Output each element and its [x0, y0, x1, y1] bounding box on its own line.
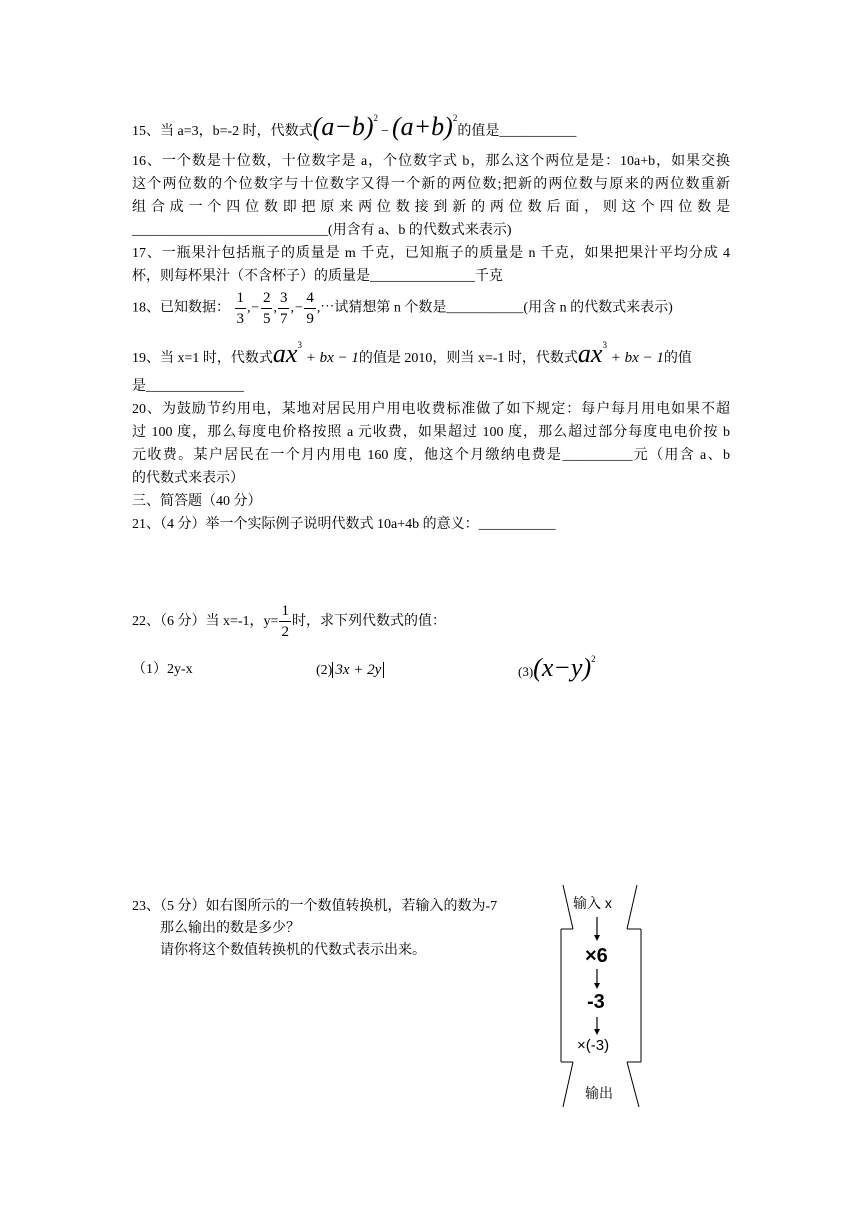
q19-exp-2: 3 [602, 340, 607, 350]
q15-suffix: 的值是___________ [457, 124, 577, 139]
q15-exp2: 2 [452, 113, 458, 123]
machine-op-multiply-6: ×6 [585, 945, 608, 967]
q22-part-3 [518, 652, 596, 689]
conversion-machine-diagram [555, 885, 655, 1115]
arrow-down-icon [594, 1017, 600, 1035]
q15-expr-b: (a+b) [391, 112, 453, 141]
q19-line-2: 是______________ [132, 379, 244, 394]
machine-op-multiply-neg-3: ×(-3) [577, 1037, 610, 1054]
q16-line-1: 16、一个数是十位数，十位数字是 a，个位数字式 b，那么这个两位是是：10a+b，如果交换 [132, 154, 730, 169]
q18-suffix: ,⋯试猜想第 n 个数是___________(用含 n 的代数式来表示) [316, 300, 673, 316]
q20-line-2: 过 100 度，那么每度电价格按照 a 元收费，如果超过 100 度，那么超过部分每度电电价按 b [132, 425, 730, 440]
q23-line-2: 那么输出的数是多少？ [160, 921, 300, 936]
question-18: 18、已知数据： $\frac{1}{3}$ ,− $\frac{2}{5}$ , $\frac{3}{7}$ ,− $\frac{4}{9}$ ,⋯试猜想第 n 个数是___________(用含 n 的代数式来表示) [132, 290, 673, 327]
q22-part-3-expr: (x−y) [533, 653, 592, 682]
machine-op-minus-3: -3 [587, 991, 605, 1013]
q18-fraction-1: $\frac{1}{3}$ [236, 290, 244, 327]
q22-prefix: 22、（6 分）当 x=-1，y= [132, 614, 279, 629]
section-heading: 三、简答题（40 分） [132, 494, 262, 509]
q20-line-3: 元收费。某户居民在一个月内用电 160 度，他这个月缴纳电费是__________元（用含 a、b [132, 448, 730, 463]
q19-ax: ax [272, 339, 298, 368]
q23-line-3: 请你将这个数值转换机的代数式表示出来。 [160, 943, 426, 958]
q18-fraction-2: $\frac{2}{5}$ [262, 290, 271, 327]
q18-fraction-3: $\frac{3}{7}$ [279, 290, 288, 327]
q17-line-2: 杯，则每杯果汁（不含杯子）的质量是_______________千克 [132, 269, 503, 284]
q22-fraction: $\frac{1}{2}$ [281, 603, 289, 641]
question-15 [132, 112, 576, 147]
machine-output-label: 输出 [585, 1085, 613, 1101]
q22-part-3-exp: 2 [591, 654, 596, 664]
q15-expr-a: (a−b) [312, 112, 374, 141]
q19-mid: 的值是 2010，则当 x=-1 时，代数式 [358, 351, 578, 366]
q22-suffix: 时，求下列代数式的值： [291, 614, 446, 629]
machine-input-label: 输入 x [573, 895, 612, 911]
q22-part-1: （1）2y-x [132, 662, 193, 677]
q18-prefix: 18、已知数据： [132, 300, 230, 316]
q20-line-4: 的代数式来表示） [132, 471, 244, 486]
arrow-down-icon [594, 917, 600, 941]
q18-fraction-4: $\frac{4}{9}$ [306, 290, 314, 327]
q19-ax-2: ax [577, 339, 603, 368]
question-21: 21、（4 分）举一个实际例子说明代数式 10a+4b 的意义：___________ [132, 517, 556, 532]
q15-minus: − [381, 124, 389, 139]
q19-suffix: 的值 [663, 351, 692, 366]
q16-line-4: ____________________________(用含有 a、b 的代数式来表示) [132, 223, 512, 238]
question-22 [132, 600, 446, 644]
q16-line-2: 这个两位数的个位数字与十位数字又得一个新的两位数;把新的两位数与原来的两位数重新 [132, 177, 730, 192]
q22-part-2-expr: 3x + 2y [332, 662, 384, 678]
q22-part-3-label: (3) [518, 664, 534, 679]
question-19 [132, 337, 692, 376]
q19-exp: 3 [297, 340, 302, 350]
q19-tail-2: + bx − 1 [606, 350, 664, 366]
q15-prefix: 15、当 a=3，b=-2 时，代数式 [132, 124, 313, 139]
arrow-down-icon [594, 969, 600, 989]
q19-prefix: 19、当 x=1 时，代数式 [132, 351, 273, 366]
q19-tail: + bx − 1 [301, 350, 359, 366]
q17-line-1: 17、一瓶果汁包括瓶子的质量是 m 千克，已知瓶子的质量是 n 千克，如果把果汁平均分成 4 [132, 246, 730, 261]
q15-exp1: 2 [373, 113, 379, 123]
machine-outline [555, 885, 655, 1115]
q22-part-2-label: (2) [316, 663, 333, 678]
q23-line-1: 23、（5 分）如右图所示的一个数值转换机，若输入的数为-7 [132, 899, 498, 914]
q20-line-1: 20、为鼓励节约用电，某地对居民用户用电收费标准做了如下规定：每户每月用电如果不超 [132, 402, 730, 417]
q16-line-3: 组 合 成 一 个 四 位 数 即 把 原 来 两 位 数 接 到 新 的 两 位 数 后 面 ， 则 这 个 四 位 数 是 [132, 200, 730, 215]
q22-part-2 [316, 660, 384, 681]
